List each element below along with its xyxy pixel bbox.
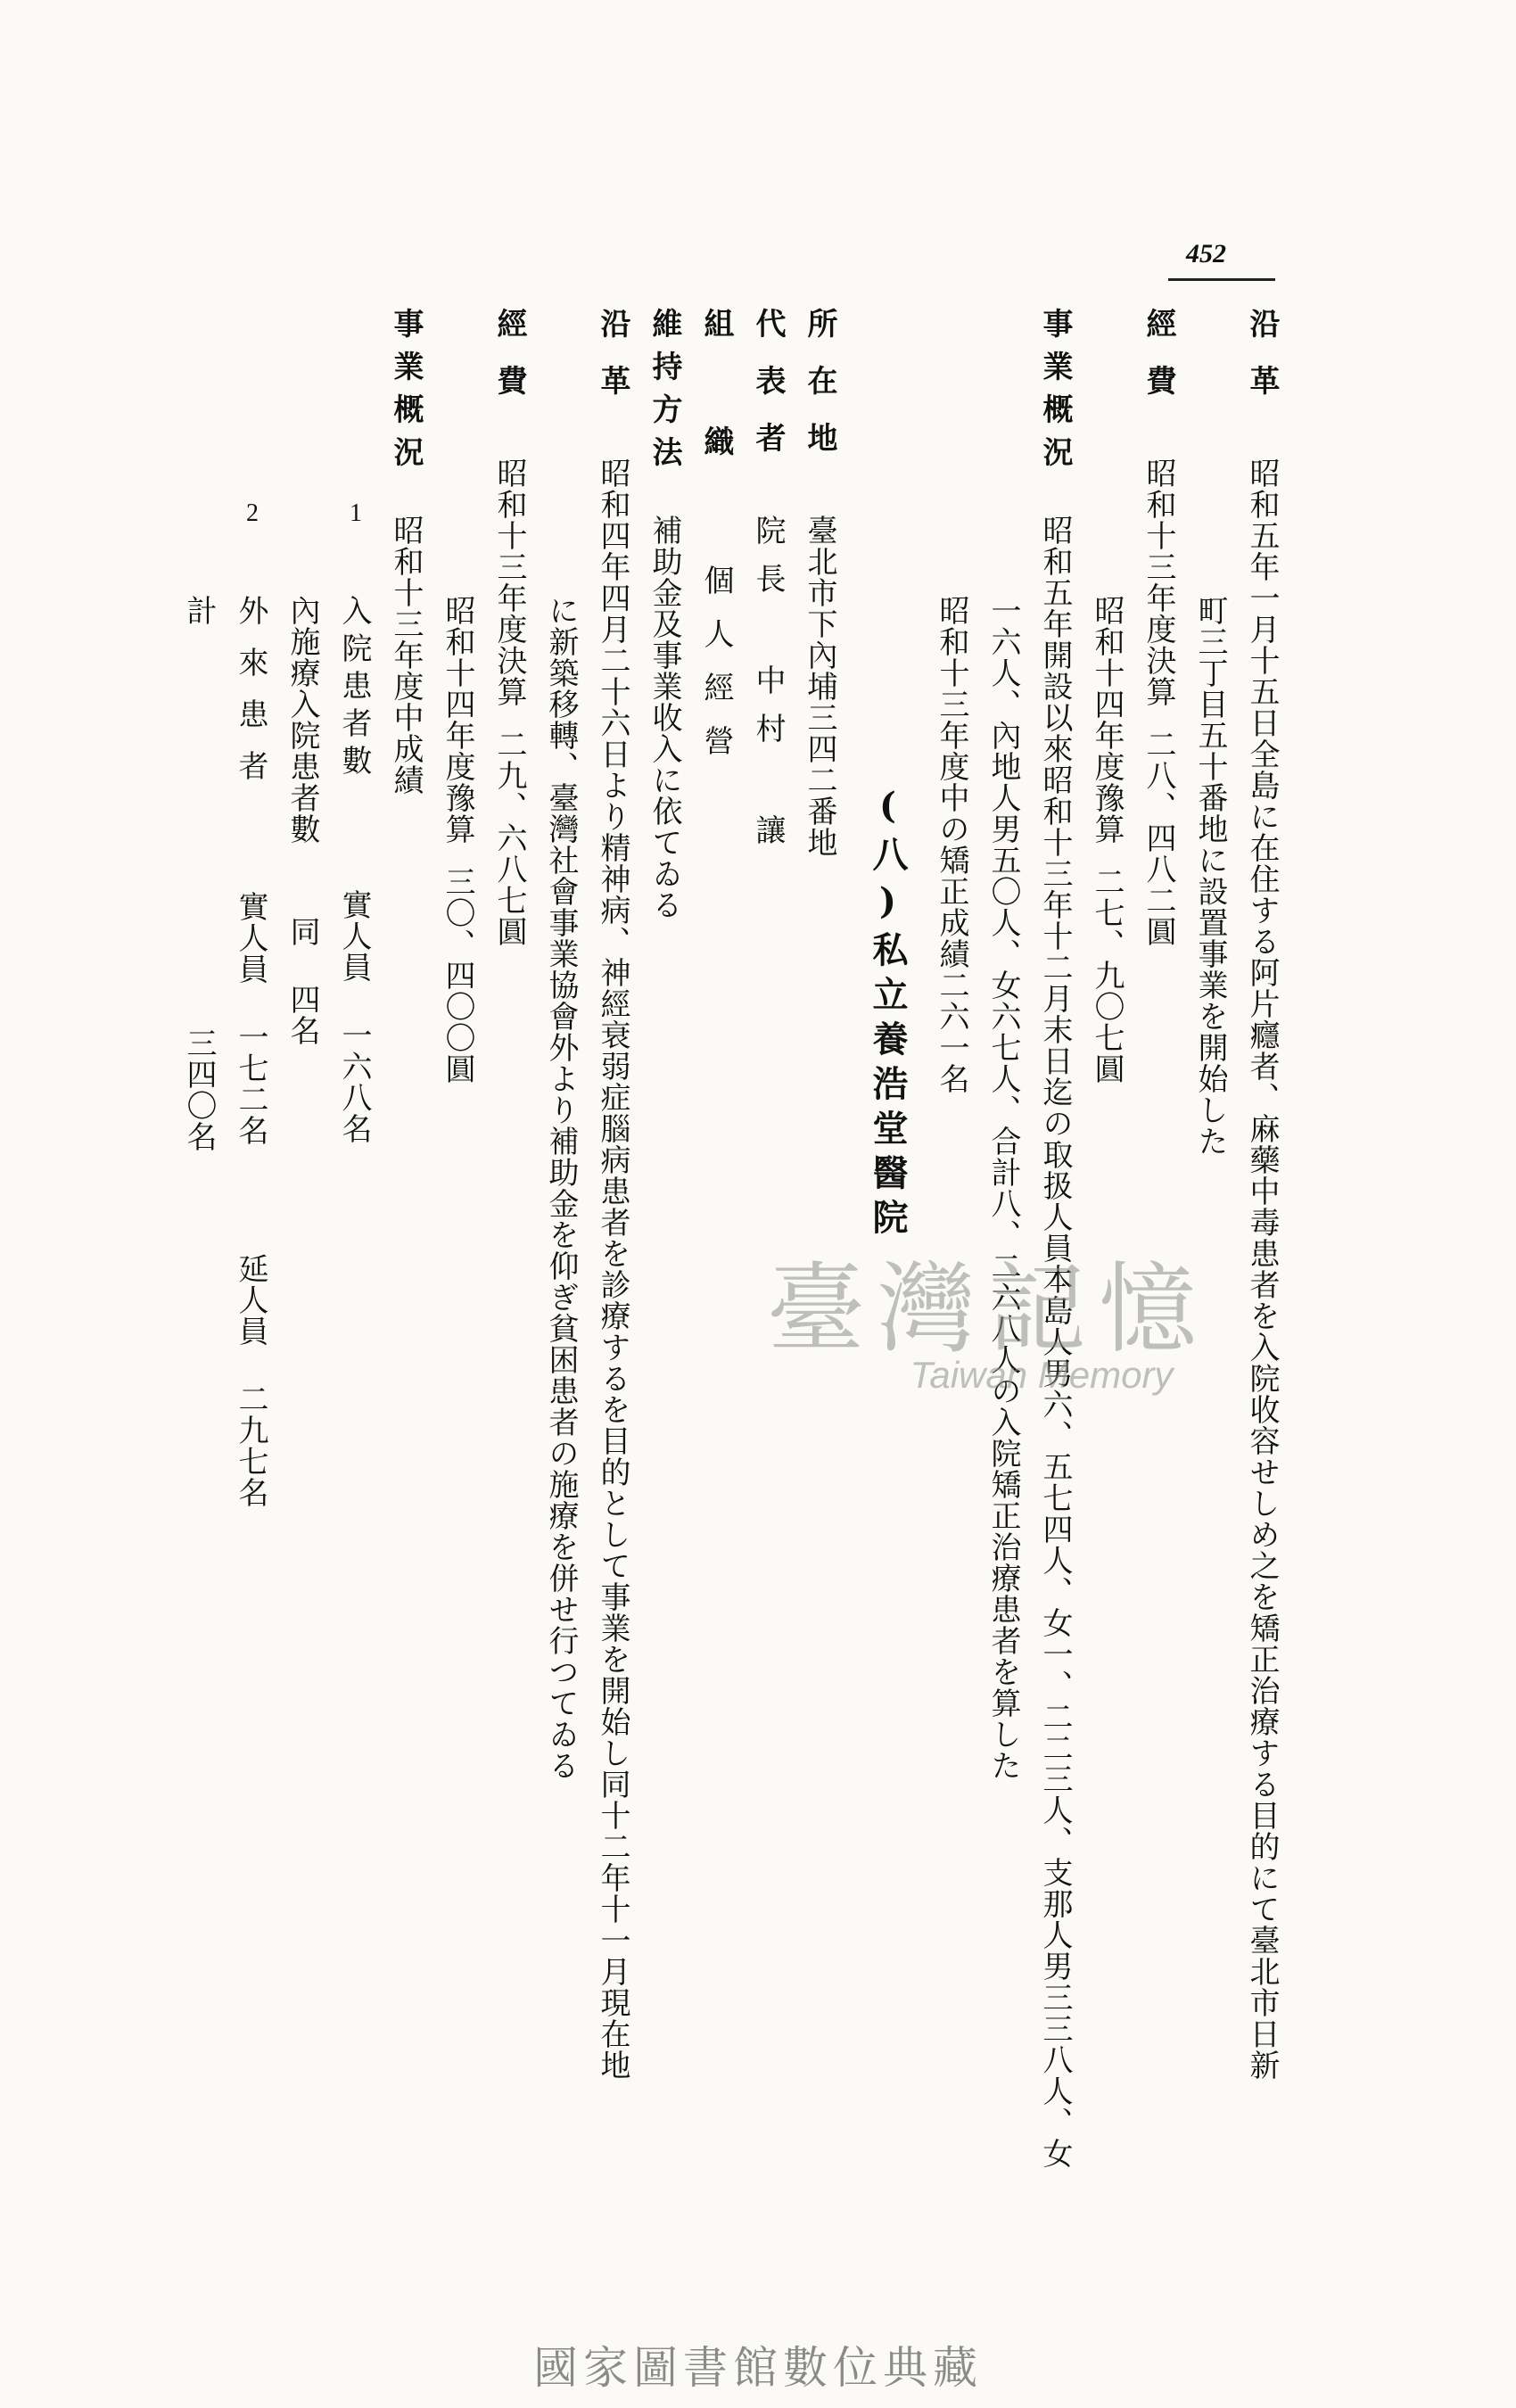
enkaku-text-2: 町三丁目五十番地に設置事業を開始した (1192, 595, 1228, 1157)
page-number: 452 (1186, 239, 1226, 268)
s8-keihi-line1 (491, 308, 527, 947)
s8-enkaku-text-1: 昭和四年四月二十六日より精神病、神經衰弱症腦病患者を診療するを目的として事業を開始し同十二年十一月現在地 (595, 458, 630, 2081)
s8-keihi-b2-value: 三〇、四〇〇圓 (440, 866, 475, 1084)
s8-keihi-b1-label: 昭和十三年度決算 (491, 458, 527, 707)
s8-keihi-b1-value: 二九、六八七圓 (491, 729, 527, 947)
item1-sub-label: 內施療入院患者數 (284, 595, 320, 845)
item2-line (235, 595, 266, 1508)
keihi-budget1-label: 昭和十三年度決算 (1141, 458, 1176, 707)
jigyo-line2 (985, 595, 1021, 1781)
shozaichi-value: 臺北市下內埔三四二番地 (802, 515, 837, 858)
total-line (181, 595, 217, 1152)
jigyo-text-2: 一六人、內地人男五〇人、女六七人、合計八、二六八人の入院矯正治療患者を算した (985, 595, 1021, 1781)
item2-label: 外來患者 (233, 595, 268, 802)
item1-number: 1 (350, 499, 362, 527)
s8-keihi-label: 經費 (491, 308, 527, 422)
enkaku-line2 (1192, 595, 1228, 1157)
keihi-line2 (1089, 595, 1125, 1084)
enkaku-text-1: 昭和五年一月十五日全島に在住する阿片癮者、麻藥中毒患者を入院收容せしめ之を矯正治療する目的にて臺北市日新 (1244, 458, 1280, 2081)
jigyo-line3 (936, 595, 967, 1094)
s8-enkaku-line2 (543, 595, 579, 1781)
watermark-main: 臺灣記憶 (767, 1252, 1209, 1366)
daihyosha-value: 院長 中村 讓 (750, 515, 786, 862)
item1-line (336, 595, 372, 1144)
s8-keihi-line2 (442, 595, 473, 1084)
daihyosha-label: 代表者 (750, 308, 786, 479)
total-value: 三四〇名 (181, 1027, 217, 1152)
iji-label: 維持方法 (647, 308, 682, 479)
soshiki-label: 組織 (698, 308, 734, 543)
jigyo-line1 (1037, 308, 1073, 2169)
jigyo-text-3: 昭和十三年度中の矯正成績二六一名 (934, 595, 969, 1094)
s8-enkaku-text-2: に新築移轉、臺灣社會事業協會外より補助金を仰ぎ貧困患者の施療を併せ行つてゐる (543, 595, 579, 1781)
iji-line (649, 308, 680, 920)
enkaku-label: 沿革 (1244, 308, 1280, 422)
item2-number: 2 (246, 499, 259, 527)
total-label: 計 (181, 595, 217, 626)
s8-jigyo-intro: 昭和十三年度中成績 (388, 515, 424, 796)
s8-jigyo-line1 (388, 308, 424, 796)
section8-heading: (八)私立養浩堂醫院 (867, 785, 909, 1243)
keihi-budget2-label: 昭和十四年度豫算 (1089, 595, 1125, 845)
shozaichi-label: 所在地 (802, 308, 837, 479)
jigyo-label: 事業概況 (1037, 308, 1073, 479)
page-number-rule (1168, 278, 1275, 281)
keihi-line1 (1143, 308, 1174, 947)
shozaichi-line (804, 308, 835, 858)
s8-enkaku-label: 沿革 (595, 308, 630, 422)
s8-keihi-b2-label: 昭和十四年度豫算 (440, 595, 475, 845)
item1-value: 實人員 一六八名 (336, 889, 372, 1144)
item2-value2: 延人員 二九七名 (233, 1253, 268, 1508)
soshiki-line (698, 308, 734, 779)
iji-value: 補助金及事業收入に依てゐる (647, 515, 682, 920)
item1-label: 入院患者數 (336, 595, 372, 782)
enkaku-line1 (1244, 308, 1280, 2081)
s8-jigyo-label: 事業概況 (388, 308, 424, 479)
keihi-label: 經費 (1141, 308, 1176, 422)
item1-sub-value: 同 四名 (284, 916, 320, 1046)
jigyo-text-1: 昭和五年開設以來昭和十三年十二月末日迄の取扱人員本島人男六、五七四人、女一、二二三人、支那人男三三八人、女 (1037, 515, 1073, 2169)
s8-enkaku-line1 (597, 308, 628, 2081)
keihi-budget1-value: 二八、四八二圓 (1141, 729, 1176, 947)
watermark-sub: Taiwan Memory (910, 1354, 1174, 1396)
item1-sub-line (284, 595, 320, 1046)
item2-value: 實人員 一七二名 (233, 891, 268, 1146)
soshiki-value: 個人經營 (698, 565, 734, 779)
daihyosha-line (750, 308, 786, 862)
footer-caption: 國家圖書館數位典藏 (533, 2342, 983, 2394)
keihi-budget2-value: 二七、九〇七圓 (1089, 866, 1125, 1084)
